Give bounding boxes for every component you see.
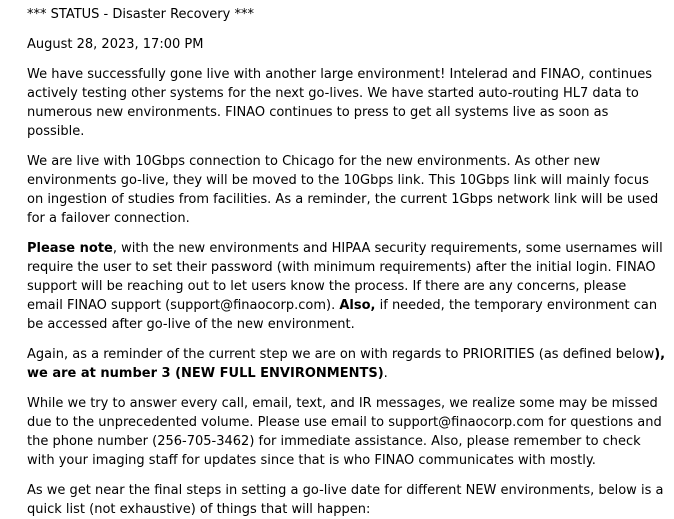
also-text: if needed, the temporary environment can be accessed after go-live of the new environment. <box>27 298 658 332</box>
priorities-end: . <box>383 366 388 381</box>
paragraph-support: While we try to answer every call, email, text, and IR messages, we realize some may be missed due to the unprecedented volume. Please use email to support@finaocorp.com for questions and the phone number (256-705-3462) for immediate assistance. Also, please remember to check with your imaging staff for updates since that is who FINAO communicates with mostly. <box>27 396 662 468</box>
paragraph-please-note <box>27 239 666 334</box>
priorities-bold: ), we are at number 3 (NEW FULL ENVIRONMENTS) <box>27 347 666 381</box>
also-label: Also, <box>339 298 376 313</box>
paragraph-final-steps: As we get near the final steps in setting a go-live date for different NEW environments, below is a quick list (not exhaustive) of things that will happen: <box>27 483 664 517</box>
please-note-label: Please note <box>27 241 113 256</box>
status-header: *** STATUS - Disaster Recovery *** <box>27 7 254 22</box>
paragraph-go-live: We have successfully gone live with another large environment! Intelerad and FINAO, continues actively testing other systems for the next go-lives. We have started auto-routing HL7 data to numerous new environments. FINAO continues to press to get all systems live as soon as possible. <box>27 67 653 139</box>
paragraph-priorities <box>27 345 666 383</box>
status-date: August 28, 2023, 17:00 PM <box>27 37 204 52</box>
please-note-text: , with the new environments and HIPAA security requirements, some usernames will require the user to set their password (with minimum requirements) after the initial login. FINAO support will be reaching out to let users know the process. If there are any concerns, please email FINAO support (support@finaocorp.com). <box>27 241 663 313</box>
paragraph-network-link: We are live with 10Gbps connection to Chicago for the new environments. As other new environments go-live, they will be moved to the 10Gbps link. This 10Gbps link will mainly focus on ingestion of studies from facilities. As a reminder, the current 1Gbps network link will be used for a failover connection. <box>27 154 659 226</box>
priorities-text: Again, as a reminder of the current step we are on with regards to PRIORITIES (as defined below <box>27 347 655 362</box>
